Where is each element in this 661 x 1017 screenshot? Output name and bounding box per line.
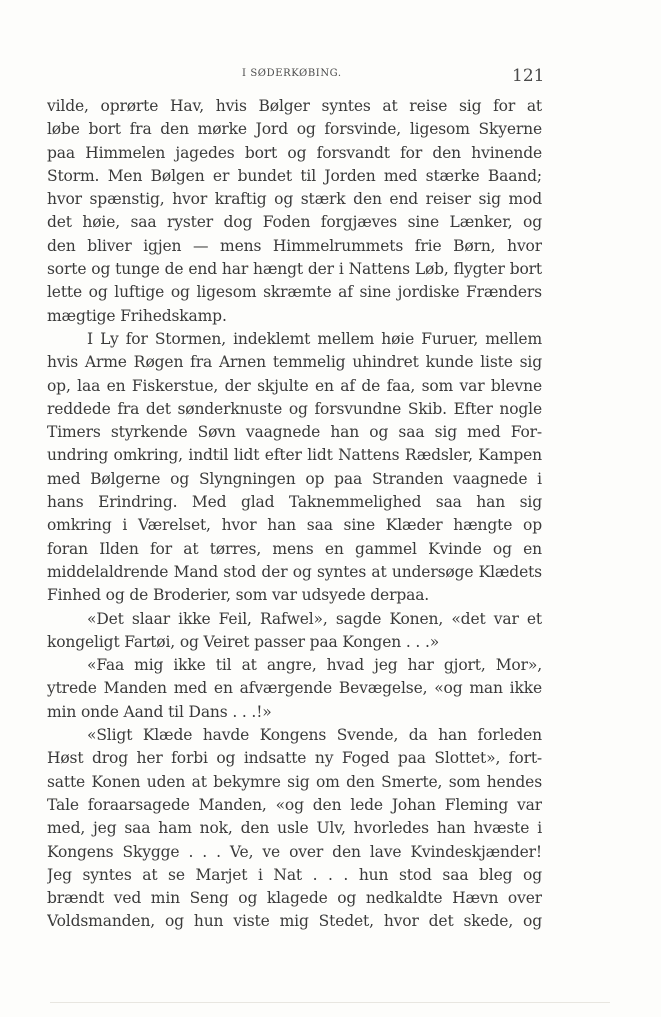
text-line: «Faa mig ikke til at angre, hvad jeg har gjort, Mor»,	[87, 656, 542, 675]
text-line: hvis Arme Røgen fra Arnen temmelig uhindret kunde liste sig	[47, 353, 542, 372]
text-line: omkring i Værelset, hvor han saa sine Klæder hængte op	[47, 516, 542, 535]
text-line: hvor spænstig, hvor kraftig og stærk den end reiser sig mod	[47, 190, 542, 209]
text-line: I Ly for Stormen, indeklemt mellem høie Furuer, mellem	[87, 329, 542, 348]
text-line: den bliver igjen — mens Himmelrummets frie Børn, hvor	[47, 236, 542, 255]
text-line: sorte og tunge de end har hængt der i Nattens Løb, flygter bort	[47, 260, 542, 279]
text-line: brændt ved min Seng og klagede og nedkaldte Hævn over	[47, 889, 542, 908]
text-line: Kongens Skygge . . . Ve, ve over den lave Kvindeskjænder!	[47, 842, 542, 861]
text-line: Timers styrkende Søvn vaagnede han og saa sig med For-	[47, 423, 542, 442]
text-line: Høst drog her forbi og indsatte ny Foged paa Slottet», fort-	[47, 749, 542, 768]
text-line: lette og luftige og ligesom skræmte af sine jordiske Frænders	[47, 283, 542, 302]
text-line: det høie, saa ryster dog Foden forgjæves sine Lænker, og	[47, 213, 542, 232]
page-edge-divider	[50, 1002, 610, 1003]
text-line: op, laa en Fiskerstue, der skjulte en af de faa, som var blevne	[47, 376, 542, 395]
text-line: Finhed og de Broderier, som var udsyede derpaa.	[47, 586, 430, 605]
text-line: min onde Aand til Dans . . .!»	[47, 702, 272, 721]
text-line: foran Ilden for at tørres, mens en gammel Kvinde og en	[47, 539, 542, 558]
text-line: vilde, oprørte Hav, hvis Bølger syntes at reise sig for at	[47, 97, 542, 115]
text-line: Tale foraarsagede Manden, «og den lede Johan Fleming var	[47, 795, 542, 814]
text-line: reddede fra det sønderknuste og forsvundne Skib. Efter nogle	[47, 399, 542, 418]
body-text	[47, 95, 542, 934]
text-line: «Sligt Klæde havde Kongens Svende, da han forleden	[87, 726, 542, 745]
page-number: 121	[512, 66, 545, 86]
text-line: med Bølgerne og Slyngningen op paa Stranden vaagnede i	[47, 469, 542, 488]
text-line: undring omkring, indtil lidt efter lidt Nattens Rædsler, Kampen	[47, 446, 542, 465]
running-title: I SØDERKØBING.	[242, 68, 342, 79]
text-line: middelaldrende Mand stod der og syntes at undersøge Klædets	[47, 562, 542, 581]
running-head	[0, 66, 661, 86]
text-line: ytrede Manden med en afværgende Bevægelse, «og man ikke	[47, 679, 542, 698]
text-line: satte Konen uden at bekymre sig om den Smerte, som hendes	[47, 772, 542, 791]
text-line: hans Erindring. Med glad Taknemmelighed saa han sig	[47, 493, 542, 512]
text-line: Storm. Men Bølgen er bundet til Jorden med stærke Baand;	[47, 166, 542, 185]
text-line: løbe bort fra den mørke Jord og forsvinde, ligesom Skyerne	[47, 120, 542, 139]
text-line: paa Himmelen jagedes bort og forsvandt for den hvinende	[47, 143, 542, 162]
text-line: kongeligt Fartøi, og Veiret passer paa Kongen . . .»	[47, 632, 440, 651]
text-line: Jeg syntes at se Marjet i Nat . . . hun stod saa bleg og	[47, 865, 542, 884]
text-line: «Det slaar ikke Feil, Rafwel», sagde Konen, «det var et	[87, 609, 542, 628]
text-line: mægtige Frihedskamp.	[47, 306, 227, 325]
text-line: Voldsmanden, og hun viste mig Stedet, hvor det skede, og	[47, 912, 542, 931]
text-line: med, jeg saa ham nok, den usle Ulv, hvorledes han hvæste i	[47, 819, 542, 838]
